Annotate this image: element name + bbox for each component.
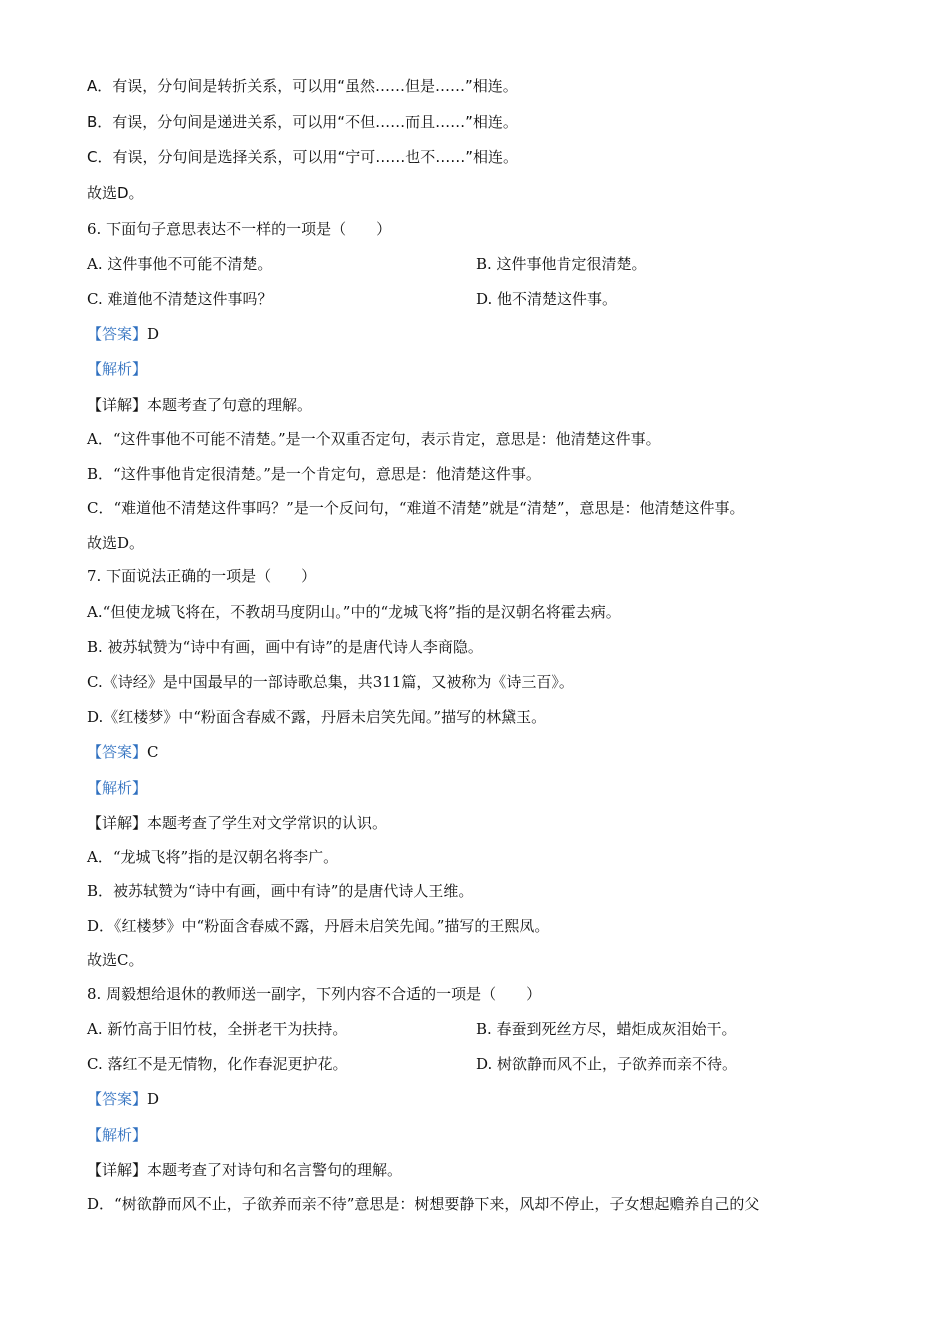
answer-value: D [147, 325, 160, 343]
prev-explanation-c: C．有误，分句间是选择关系，可以用“宁可……也不……”相连。 [87, 148, 519, 166]
q6-option-c: C. 难道他不清楚这件事吗？ [87, 290, 273, 308]
q8-option-a: A. 新竹高于旧竹枝，全拼老干为扶持。 [87, 1020, 348, 1038]
q6-analysis-tag: 【解析】 [87, 360, 148, 378]
q7-exp-d: D．《红楼梦》中“粉面含春威不露，丹唇未启笑先闻。”描写的王熙凤。 [87, 917, 550, 935]
q7-analysis-tag: 【解析】 [87, 779, 148, 797]
q8-question: 8. 周毅想给退休的教师送一副字，下列内容不合适的一项是（ ） [87, 985, 542, 1003]
q8-analysis-tag: 【解析】 [87, 1126, 148, 1144]
q6-question: 6. 下面句子意思表达不一样的一项是（ ） [87, 220, 392, 238]
q6-option-a: A. 这件事他不可能不清楚。 [87, 255, 273, 273]
q7-exp-b: B．被苏轼赞为“诗中有画，画中有诗”的是唐代诗人王维。 [87, 882, 474, 900]
q6-option-d: D. 他不清楚这件事。 [476, 290, 618, 308]
q6-option-b: B. 这件事他肯定很清楚。 [476, 255, 647, 273]
q6-detail: 【详解】本题考查了句意的理解。 [87, 396, 313, 414]
prev-explanation-b: B．有误，分句间是递进关系，可以用“不但……而且……”相连。 [87, 113, 518, 131]
q8-option-b: B. 春蚕到死丝方尽，蜡炬成灰泪始干。 [476, 1020, 737, 1038]
q7-exp-a: A．“龙城飞将”指的是汉朝名将李广。 [87, 848, 339, 866]
q7-option-a: A.“但使龙城飞将在，不教胡马度阴山。”中的“龙城飞将”指的是汉朝名将霍去病。 [87, 603, 621, 621]
q7-question: 7. 下面说法正确的一项是（ ） [87, 567, 317, 585]
answer-value: D [147, 1090, 160, 1108]
q7-option-b: B. 被苏轼赞为“诗中有画，画中有诗”的是唐代诗人李商隐。 [87, 638, 483, 656]
q6-exp-b: B．“这件事他肯定很清楚。”是一个肯定句，意思是：他清楚这件事。 [87, 465, 541, 483]
q7-conclusion: 故选C。 [87, 951, 144, 969]
q8-option-c: C. 落红不是无情物，化作春泥更护花。 [87, 1055, 348, 1073]
q7-answer [87, 742, 159, 762]
answer-tag: 【答案】 [87, 1090, 148, 1108]
q8-option-d: D. 树欲静而风不止，子欲养而亲不待。 [476, 1055, 738, 1073]
answer-value: C [147, 743, 159, 761]
prev-explanation-a: A．有误，分句间是转折关系，可以用“虽然……但是……”相连。 [87, 77, 518, 95]
q8-answer [87, 1089, 159, 1109]
answer-tag: 【答案】 [87, 325, 148, 343]
q7-option-c: C.《诗经》是中国最早的一部诗歌总集，共311篇，又被称为《诗三百》。 [87, 673, 574, 691]
q6-exp-a: A．“这件事他不可能不清楚。”是一个双重否定句，表示肯定，意思是：他清楚这件事。 [87, 430, 661, 448]
q7-option-d: D.《红楼梦》中“粉面含春威不露，丹唇未启笑先闻。”描写的林黛玉。 [87, 708, 547, 726]
q6-answer [87, 324, 159, 344]
q8-detail: 【详解】本题考查了对诗句和名言警句的理解。 [87, 1161, 403, 1179]
q6-exp-c: C．“难道他不清楚这件事吗？”是一个反问句，“难道不清楚”就是“清楚”，意思是：他清楚这件事。 [87, 499, 745, 517]
answer-tag: 【答案】 [87, 743, 148, 761]
prev-conclusion: 故选D。 [87, 184, 144, 202]
q6-conclusion: 故选D。 [87, 534, 145, 552]
q7-detail: 【详解】本题考查了学生对文学常识的认识。 [87, 814, 388, 832]
q8-exp-d: D．“树欲静而风不止，子欲养而亲不待”意思是：树想要静下来，风却不停止，子女想起赡养自己的父 [87, 1195, 760, 1213]
